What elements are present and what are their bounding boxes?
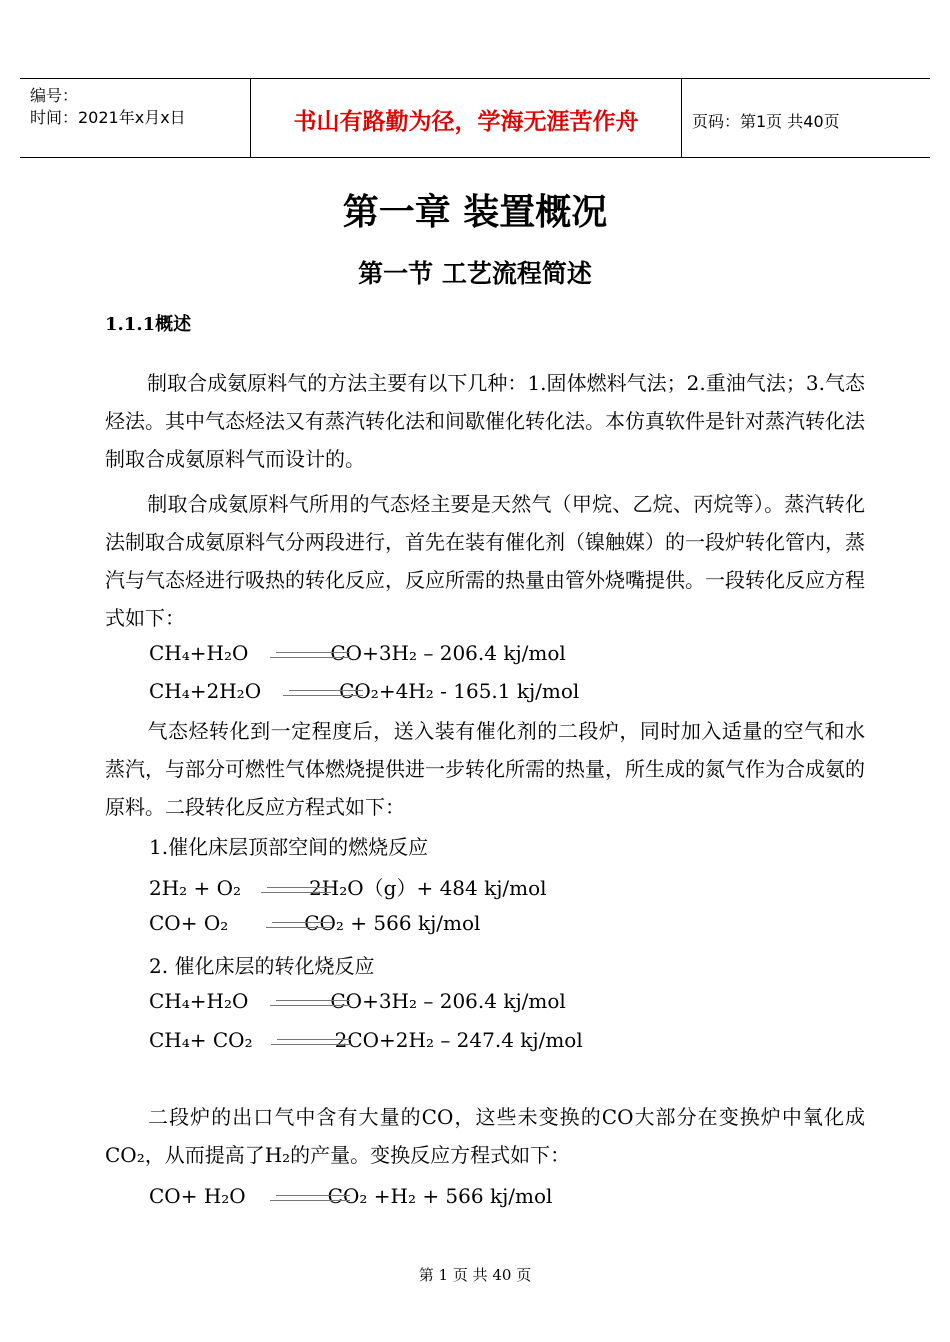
- equation-5: [149, 989, 566, 1013]
- equation-1-right: CO+3H₂ – 206.4 kj/mol: [330, 641, 566, 665]
- equation-7-left: CO+ H₂O: [149, 1184, 246, 1208]
- code-label: 编号：: [30, 86, 79, 105]
- equation-7-right: CO₂ +H₂ + 566 kj/mol: [327, 1184, 553, 1208]
- equation-1: [149, 641, 566, 665]
- reversible-arrow-icon: [270, 1191, 350, 1205]
- reversible-arrow-icon: [270, 648, 350, 662]
- paragraph-3: [105, 712, 865, 826]
- equation-3-right: 2H₂O（g）+ 484 kj/mol: [309, 876, 547, 900]
- reversible-arrow-icon: [266, 918, 332, 932]
- reaction-heading-1: 1.催化床层顶部空间的燃烧反应: [149, 835, 429, 859]
- equation-6-left: CH₄+ CO₂: [149, 1028, 253, 1052]
- reversible-arrow-icon: [271, 1035, 351, 1049]
- header-mid-cell: [251, 79, 682, 157]
- equation-2-right: CO₂+4H₂ - 165.1 kj/mol: [339, 679, 580, 703]
- chapter-title: 第一章 装置概况: [342, 192, 608, 233]
- equation-3: [149, 872, 547, 901]
- section-title: 第一节 工艺流程简述: [358, 259, 592, 288]
- equation-2-left: CH₄+2H₂O: [149, 679, 262, 703]
- subsection-title: 1.1.1概述: [105, 314, 192, 335]
- equation-5-left: CH₄+H₂O: [149, 989, 249, 1013]
- equation-7: [149, 1184, 552, 1208]
- document-header: [20, 78, 930, 158]
- header-right-cell: [682, 79, 930, 157]
- reversible-arrow-icon: [261, 883, 331, 897]
- reaction-heading-2: 2. 催化床层的转化烧反应: [149, 954, 375, 978]
- equation-2: [149, 679, 579, 703]
- paragraph-2: [105, 485, 865, 637]
- equation-4-right: CO₂ + 566 kj/mol: [304, 911, 481, 935]
- paragraph-1-text: 制取合成氨原料气的方法主要有以下几种：1.固体燃料气法；2.重油气法；3.气态烃法。其中气态烃法又有蒸汽转化法和间歇催化转化法。本仿真软件是针对蒸汽转化法制取合成氨原料气而设计的。: [105, 371, 865, 471]
- equation-1-left: CH₄+H₂O: [149, 641, 249, 665]
- equation-6-right: 2CO+2H₂ – 247.4 kj/mol: [334, 1028, 583, 1052]
- paragraph-4-text: 二段炉的出口气中含有大量的CO，这些未变换的CO大部分在变换炉中氧化成CO₂，从而提高了H₂的产量。变换反应方程式如下：: [105, 1105, 865, 1167]
- header-left-cell: [20, 79, 251, 157]
- motto: 书山有路勤为径，学海无涯苦作舟: [293, 109, 639, 135]
- equation-5-right: CO+3H₂ – 206.4 kj/mol: [330, 989, 566, 1013]
- paragraph-1: [105, 364, 865, 478]
- page-footer: 第 1 页 共 40 页: [418, 1266, 532, 1284]
- page-code: 页码：第1页 共40页: [692, 112, 840, 131]
- equation-4: [149, 911, 480, 935]
- equation-3-left: 2H₂ + O₂: [149, 876, 242, 900]
- reversible-arrow-icon: [283, 686, 363, 700]
- time-label: 时间：2021年x月x日: [30, 108, 186, 127]
- paragraph-4: [105, 1098, 865, 1174]
- equation-6: [149, 1028, 583, 1052]
- paragraph-2-text: 制取合成氨原料气所用的气态烃主要是天然气（甲烷、乙烷、丙烷等）。蒸汽转化法制取合成氨原料气分两段进行，首先在装有催化剂（镍触媒）的一段炉转化管内，蒸汽与气态烃进行吸热的转化反应，反应所需的热量由管外烧嘴提供。一段转化反应方程式如下：: [105, 492, 865, 630]
- paragraph-3-text: 气态烃转化到一定程度后，送入装有催化剂的二段炉，同时加入适量的空气和水蒸汽，与部分可燃性气体燃烧提供进一步转化所需的热量，所生成的氮气作为合成氨的原料。二段转化反应方程式如下：: [105, 719, 865, 819]
- reversible-arrow-icon: [270, 996, 350, 1010]
- equation-4-left: CO+ O₂: [149, 911, 229, 935]
